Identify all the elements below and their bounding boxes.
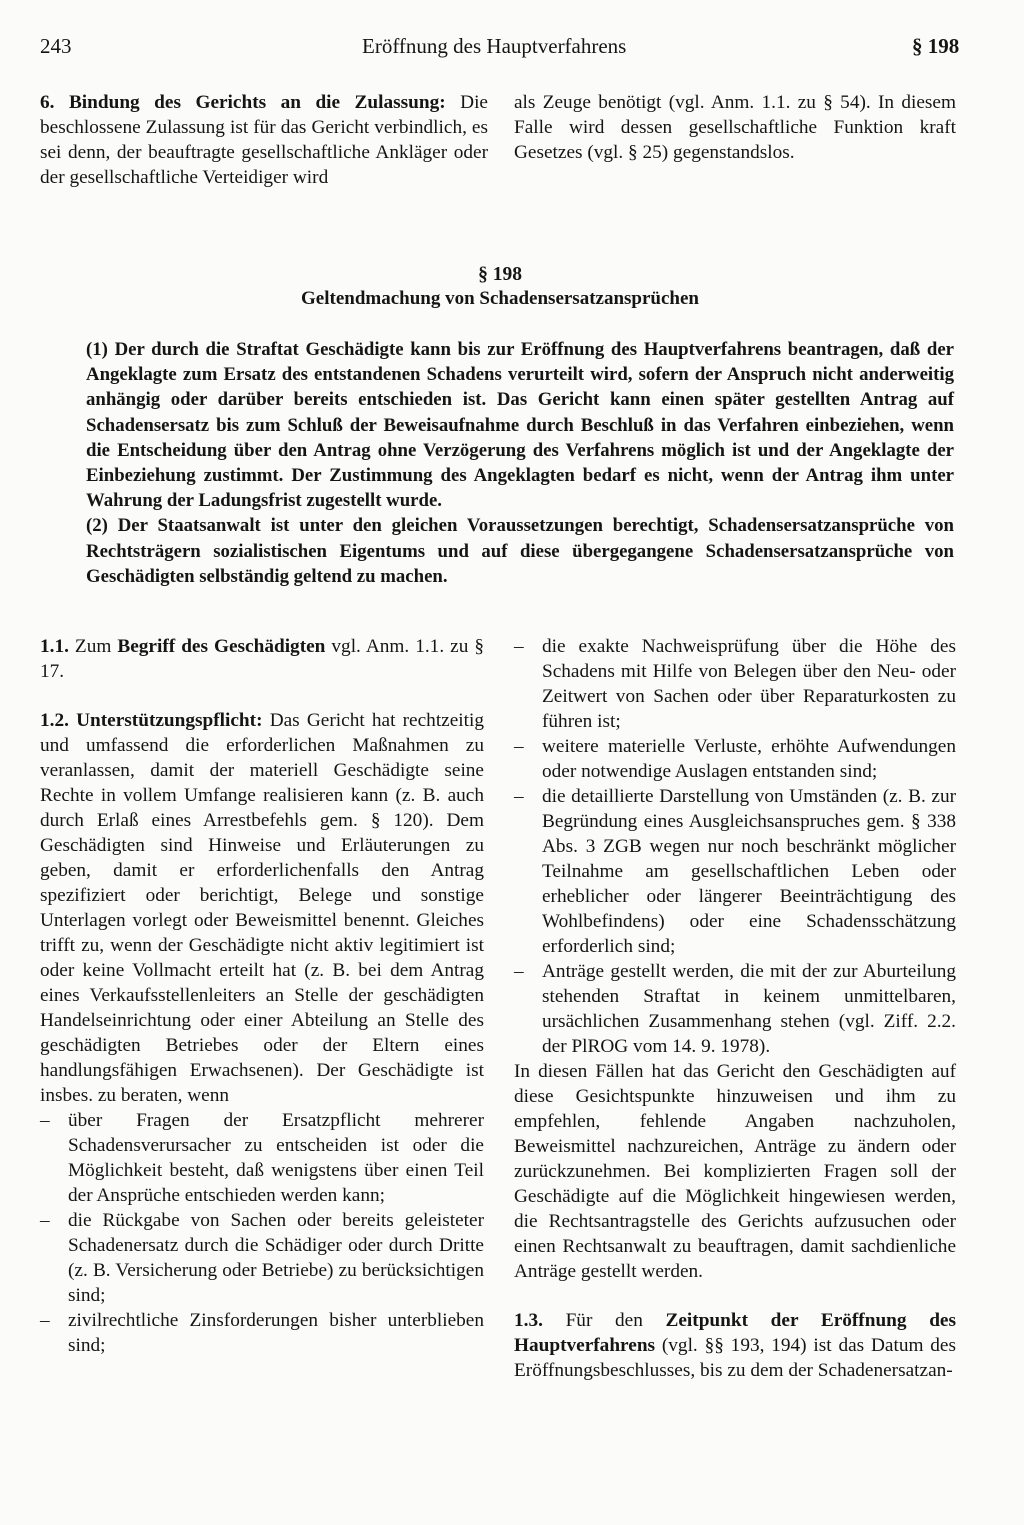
note-6-binding [40, 90, 488, 190]
note-1-3 [514, 1308, 956, 1383]
statute-body [86, 337, 954, 589]
note-1-1-post: vgl. Anm. 1.1. zu § 17. [40, 636, 485, 682]
statute-paragraph-2: (2) Der Staatsanwalt ist unter den gleichen Voraussetzungen berechtigt, Schadensersatzansprüche von Rechtsträgern sozialistischen Eigentums und auf diese übergegangene Schadensersatzansprüche von Geschädigten selbständig geltend zu machen. [86, 515, 954, 587]
advice-paragraph: In diesen Fällen hat das Gericht den Geschädigten auf diese Gesichtspunkte hinzuweisen und ihm zu empfehlen, fehlende Angaben nachzuholen, Beweismittel nachzureichen, Anträge zu ändern oder zurückzunehmen. Bei komplizierten Fragen soll der Geschädigte auf die Möglichkeit hingewiesen werden, die Rechtsantragstelle des Gerichts aufzusuchen oder einen Rechtsanwalt zu beauftragen, damit sachdienliche Anträge gestellt werden. [514, 1061, 956, 1282]
list-item [514, 784, 956, 959]
list-item [40, 1108, 484, 1208]
note-1-3-term: Zeitpunkt der Eröffnung des Hauptverfahrens [514, 1310, 956, 1356]
statute-paragraph-1: (1) Der durch die Straftat Geschädigte kann bis zur Eröffnung des Hauptverfahrens beantragen, daß der Angeklagte zum Ersatz des entstandenen Schadens verurteilt wird, sofern der Anspruch nicht anderweitig anhängig oder darüber bereits entschieden ist. Das Gericht kann einen später gestellten Antrag auf Schadensersatz bis zum Schluß der Beweisaufnahme durch Beschluß in das Verfahren einbeziehen, wenn die Entscheidung über den Antrag ohne Verzögerung des Verfahrens möglich ist und der Angeklagte der Einbeziehung zustimmt. Der Zustimmung des Angeklagten bedarf es nicht, wenn der Antrag ihm unter Wahrung der Ladungsfrist zugestellt wurde. [86, 339, 954, 512]
note-1-1 [40, 634, 484, 684]
list-item-text: Anträge gestellt werden, die mit der zur Aburteilung stehenden Straftat in keinem unmittelbaren, ursächlichen Zusammenhang stehen (vgl. Ziff. 2.2. der PlROG vom 14. 9. 1978). [542, 961, 956, 1057]
dash-marker: – [514, 736, 524, 757]
list-item-text: die Rückgabe von Sachen oder bereits geleisteter Schadenersatz durch die Schädiger oder durch Dritte (z. B. Versicherung oder Betriebe) zu berücksichtigen sind; [68, 1210, 484, 1306]
statute-number: § 198 [478, 264, 522, 285]
dash-marker: – [514, 786, 524, 807]
note-1-3-pre: Für den [542, 1310, 666, 1331]
note-6-continuation [514, 90, 956, 165]
list-item [40, 1308, 484, 1358]
running-title: Eröffnung des Hauptverfahrens [362, 34, 627, 58]
list-item-text: die detaillierte Darstellung von Umständen (z. B. zur Begründung eines Ausgleichsanspruches gem. § 338 Abs. 3 ZGB wegen nur noch beschränkt möglicher Teilnahme am gesellschaftlichen Leben oder erheblicher oder längerer Beeinträchtigung des Wohlbefindens) oder eine Schadensschätzung erforderlich sind; [542, 786, 956, 957]
right-commentary-column [514, 634, 956, 1383]
dash-marker: – [514, 961, 524, 982]
running-section: § 198 [912, 34, 960, 58]
note-1-3-post: (vgl. §§ 193, 194) ist das Datum des Eröffnungsbeschlusses, bis zu dem der Schadenersatzan- [514, 1335, 956, 1381]
dash-marker: – [40, 1110, 50, 1131]
statute-heading: Geltendmachung von Schadensersatzansprüchen [301, 288, 699, 309]
note-1-2 [40, 708, 484, 1108]
note-1-2-text: Das Gericht hat rechtzeitig und umfassend die erforderlichen Maßnahmen zu veranlassen, damit der materiell Geschädigte seine Rechte in vollem Umfange realisieren kann (z. B. auch durch Erlaß eines Arrestbefehls gem. § 120). Dem Geschädigten sind Hinweise und Erläuterungen zu geben, damit er erforderlichenfalls den Antrag spezifiziert oder berichtigt, Belege und sonstige Unterlagen vorlegt oder Beweismittel benennt. Gleiches trifft zu, wenn der Geschädigte nicht aktiv legitimiert ist oder keine Vollmacht erteilt hat (z. B. bei dem Antrag eines Verkaufsstellenleiters an Stelle der geschädigten Handelseinrichtung oder einer Abteilung an Stelle des geschädigten Betriebes oder der Eltern eines handlungsfähigen Erwachsenen). Der Geschädigte ist insbes. zu beraten, wenn [40, 710, 484, 1106]
note-6-continuation-text: als Zeuge benötigt (vgl. Anm. 1.1. zu § 54). In diesem Falle wird dessen gesellschaftliche Funktion kraft Gesetzes (vgl. § 25) gegenstandslos. [514, 92, 956, 163]
list-item-text: die exakte Nachweisprüfung über die Höhe des Schadens mit Hilfe von Belegen über den Neu- oder Zeitwert von Sachen oder über Reparaturkosten zu führen ist; [542, 636, 956, 732]
list-item [514, 634, 956, 734]
list-item-text: weitere materielle Verluste, erhöhte Aufwendungen oder notwendige Auslagen entstanden sind; [542, 736, 956, 782]
list-item-text: über Fragen der Ersatzpflicht mehrerer Schadensverursacher zu entscheiden ist oder die Möglichkeit besteht, daß wenigstens über einen Teil der Ansprüche entschieden werden kann; [68, 1110, 484, 1206]
dash-marker: – [40, 1310, 50, 1331]
note-1-1-term: Begriff des Geschädigten [117, 636, 326, 657]
note-1-3-number: 1.3. [514, 1310, 543, 1331]
list-item [40, 1208, 484, 1308]
page-number: 243 [40, 34, 72, 58]
list-item-text: zivilrechtliche Zinsforderungen bisher unterblieben sind; [68, 1310, 484, 1356]
note-1-2-label: 1.2. Unterstützungspflicht: [40, 710, 263, 731]
dash-marker: – [40, 1210, 50, 1231]
note-6-text: Die beschlossene Zulassung ist für das Gericht verbindlich, es sei denn, der beauftragte gesellschaftliche Ankläger oder der gesellschaftliche Verteidiger wird [40, 92, 488, 188]
list-item [514, 734, 956, 784]
note-6-label: 6. Bindung des Gerichts an die Zulassung: [40, 92, 446, 113]
list-item [514, 959, 956, 1059]
dash-marker: – [514, 636, 524, 657]
note-1-1-pre: Zum [68, 636, 118, 657]
left-commentary-column [40, 634, 484, 1358]
note-1-1-number: 1.1. [40, 636, 69, 657]
